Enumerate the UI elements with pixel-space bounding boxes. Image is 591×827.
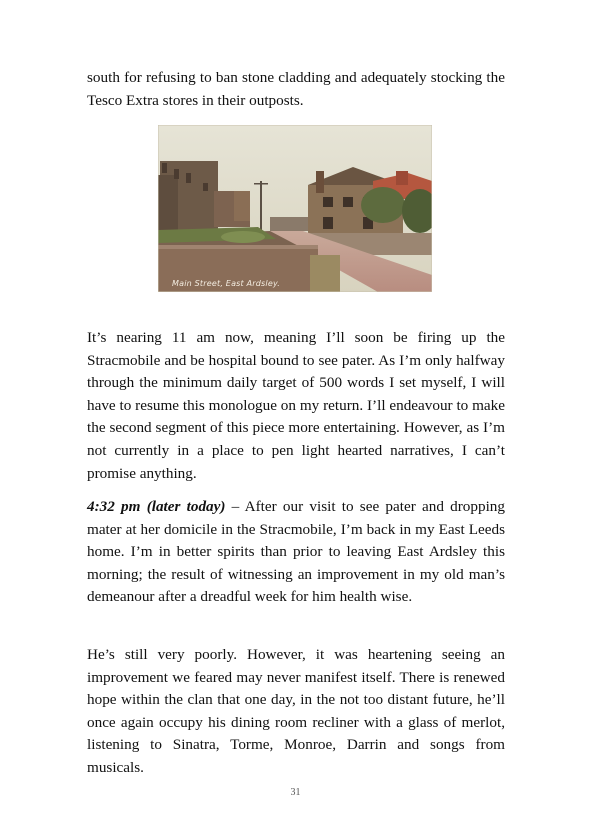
street-scene-illustration — [158, 125, 432, 292]
paragraph-hope: He’s still very poorly. However, it was heartening seeing an improvement we feared may never manifest itself. There is renewed hope within the clan that one day, in the not too distant future, he’ll once again occupy his dining room recliner with a glass of merlot, listening to Sinatra, Torme, Monroe, Darrin and songs from musicals. — [87, 646, 505, 776]
diary-timestamp: 4:32 pm (later today) — [87, 498, 226, 515]
paragraph-morning: It’s nearing 11 am now, meaning I’ll soon be firing up the Stracmobile and be hospital bound to see pater. As I’m only halfway through the minimum daily target of 500 words I set myself, I will have to resume this monologue on my return. I’ll endeavour to make the second segment of this piece more entertaining. However, as I’m not currently in a place to pen light hearted narratives, I can’t promise anything. — [87, 329, 505, 482]
photo-caption: Main Street, East Ardsley. — [172, 279, 281, 288]
paragraph-continuation: south for refusing to ban stone cladding and adequately stocking the Tesco Extra stores in their outposts. — [87, 69, 505, 109]
paragraph-afternoon — [87, 496, 505, 609]
paragraph-afternoon-body: – After our visit to see pater and dropping mater at her domicile in the Stracmobile, I’m back in my East Leeds home. I’m in better spirits than prior to leaving East Ardsley this morning; the result of witnessing an improvement in my old man’s demeanour after a dreadful week for him health wise. — [87, 498, 505, 606]
page-number: 31 — [290, 787, 301, 798]
postcard-photo-main-street — [158, 125, 432, 292]
